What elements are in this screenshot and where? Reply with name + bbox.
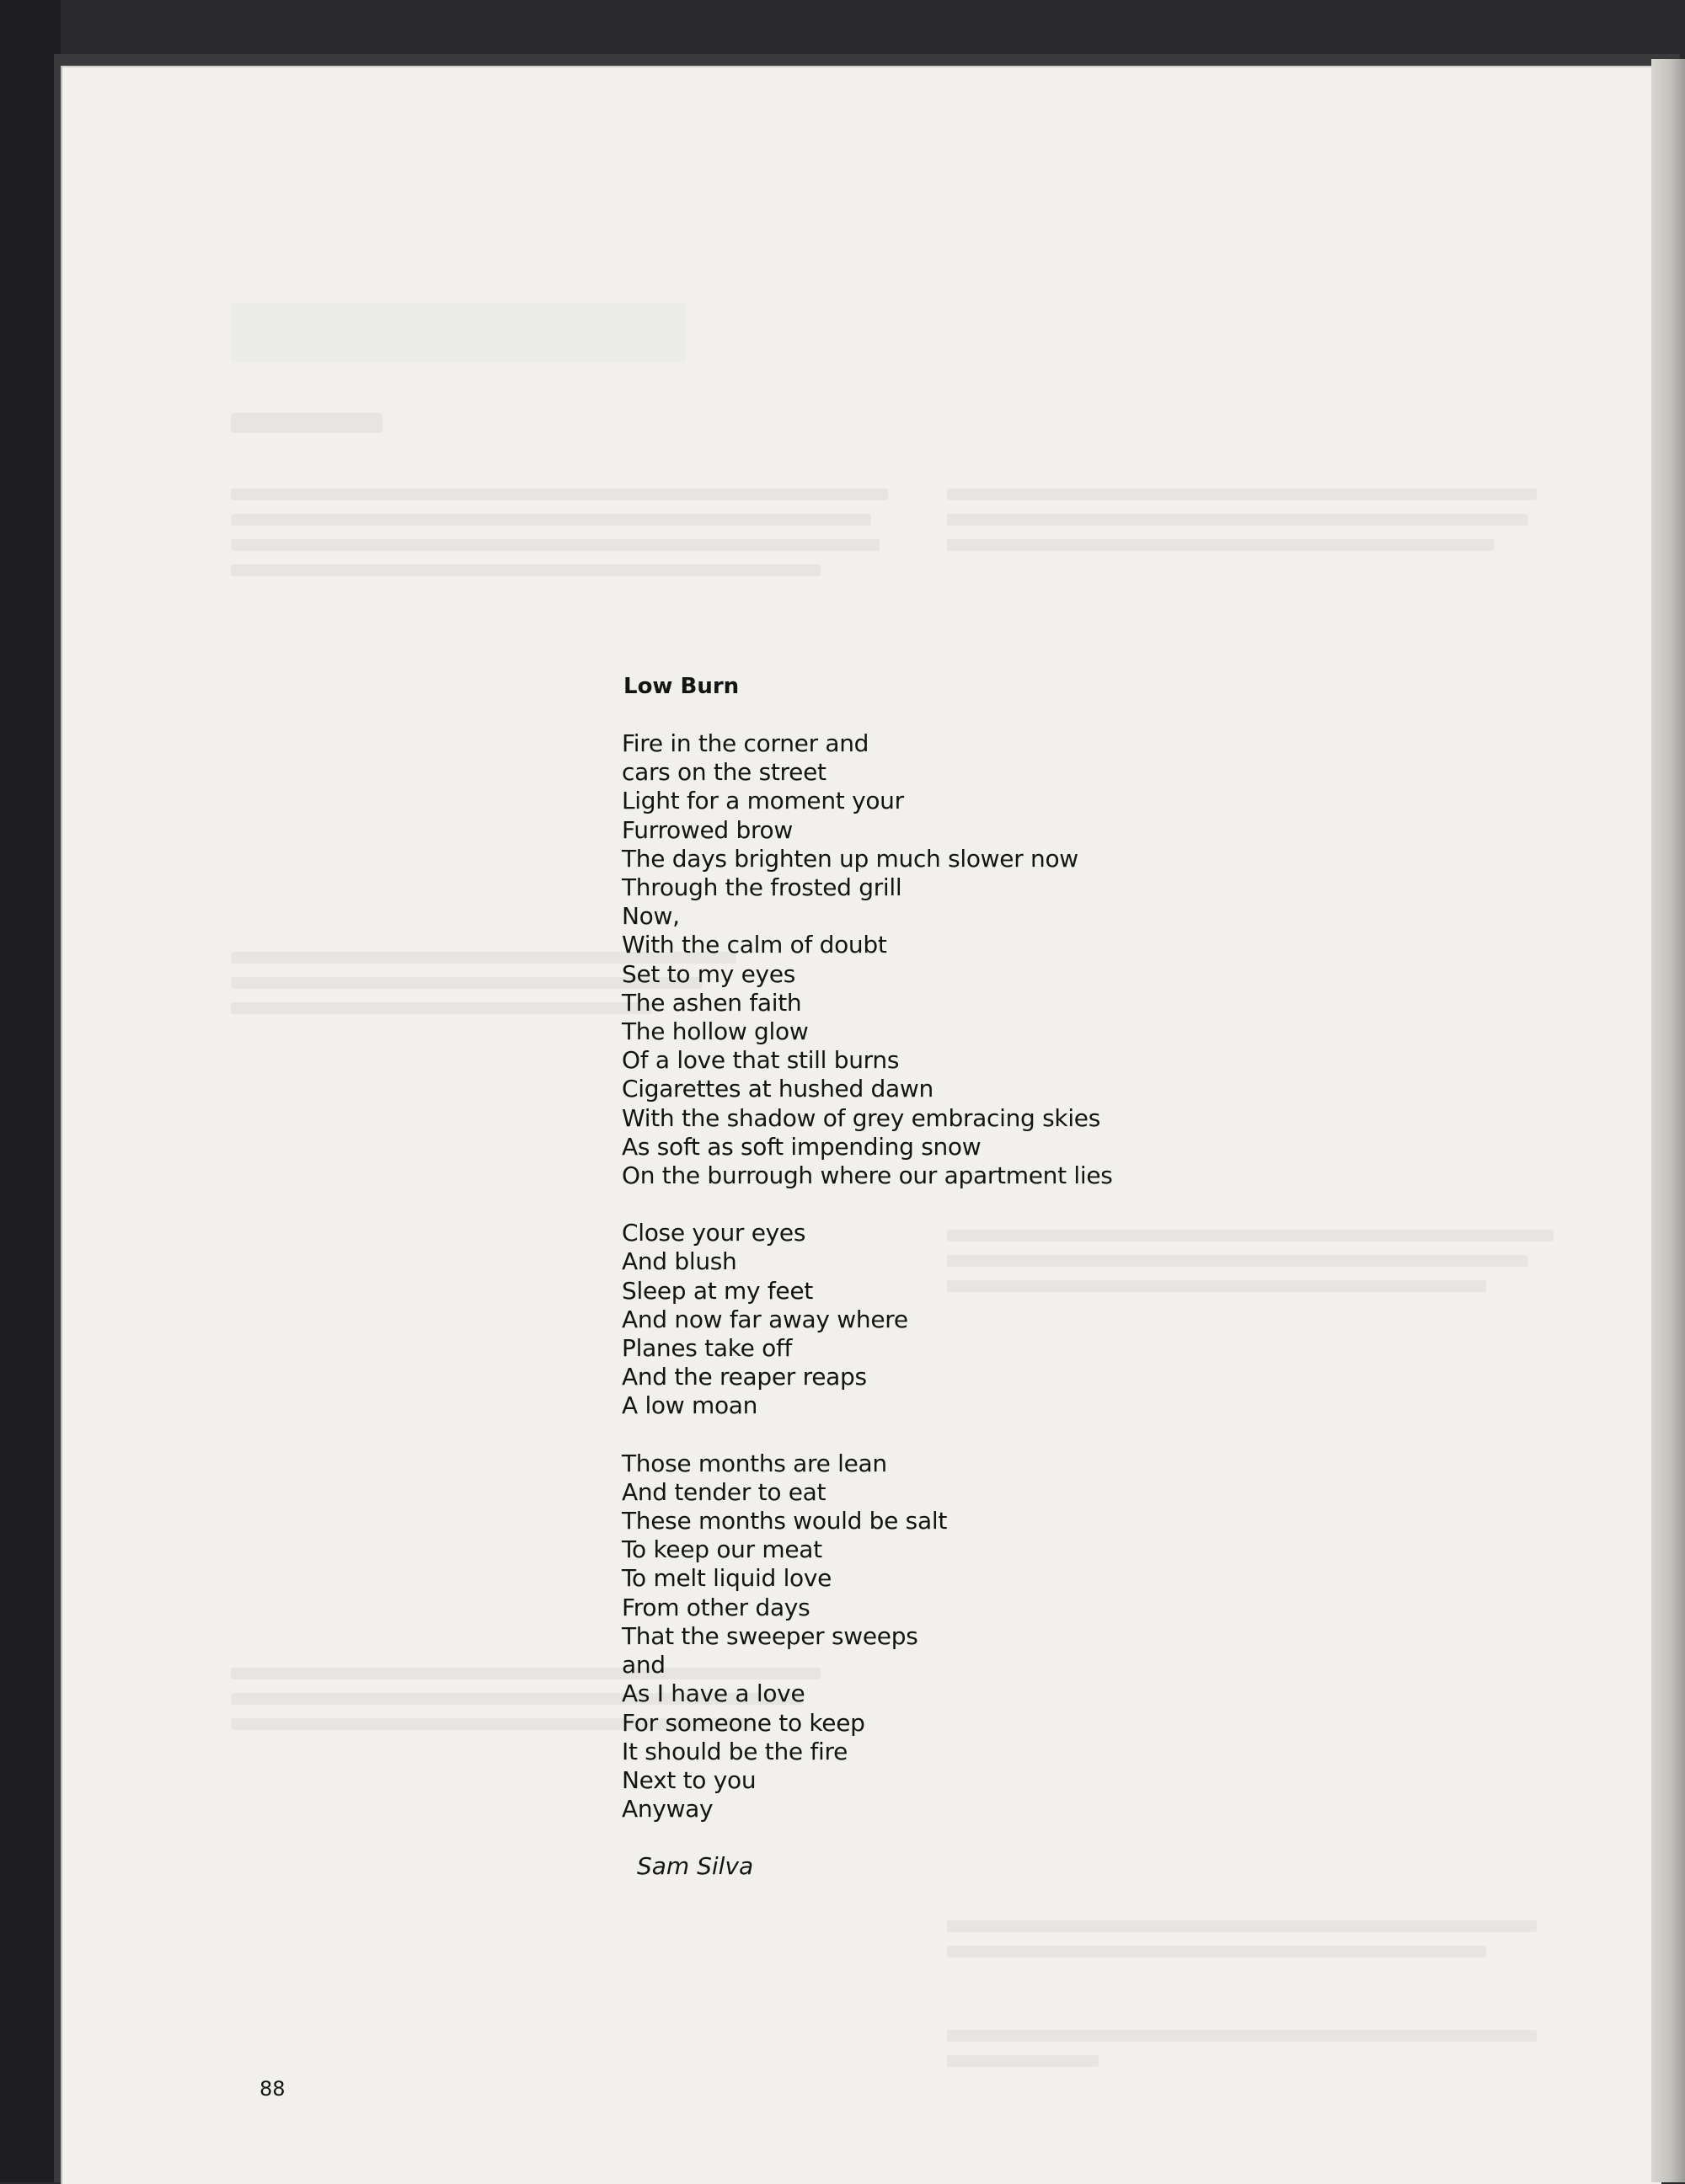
poem-line: The ashen faith (622, 988, 802, 1017)
poem-title: Low Burn (623, 674, 740, 699)
bleed-through-block (947, 2055, 1099, 2067)
poem-line: As soft as soft impending snow (622, 1132, 982, 1161)
page-number: 88 (259, 2077, 286, 2101)
poem-line: Light for a moment your (622, 787, 904, 815)
bleed-through-block (231, 413, 382, 433)
bleed-through-block (947, 539, 1495, 551)
bleed-through-block (231, 539, 880, 551)
poem-line: cars on the street (622, 758, 826, 787)
poem-author: Sam Silva (637, 1852, 754, 1881)
poem-line: These months would be salt (622, 1507, 947, 1535)
poem-line: With the shadow of grey embracing skies (622, 1103, 1101, 1132)
poem-line: Next to you (622, 1765, 757, 1794)
poem-line: That the sweeper sweeps (622, 1621, 918, 1650)
poem-line: To melt liquid love (622, 1564, 832, 1593)
poem-line: From other days (622, 1593, 810, 1621)
poem-line: Set to my eyes (622, 959, 796, 988)
poem-line: And tender to eat (622, 1477, 826, 1506)
poem-line: The days brighten up much slower now (622, 844, 1078, 873)
scan-background (0, 0, 61, 2182)
poem-line: With the calm of doubt (622, 931, 887, 959)
poem-line: Now, (622, 902, 680, 931)
poem-line: And blush (622, 1247, 737, 1276)
poem (622, 674, 1212, 1881)
bleed-through-block (947, 489, 1537, 500)
poem-line: Fire in the corner and (622, 729, 869, 757)
poem-line: As I have a love (622, 1679, 805, 1708)
poem-line: Planes take off (622, 1334, 793, 1363)
bleed-through-block (947, 1920, 1537, 1932)
poem-line: Of a love that still burns (622, 1046, 900, 1075)
bleed-through-block (231, 564, 821, 576)
poem-line: Sleep at my feet (622, 1276, 813, 1305)
poem-line: and (622, 1651, 666, 1679)
bleed-through-block (231, 514, 871, 526)
bleed-through-block (947, 2030, 1537, 2042)
poem-line: Through the frosted grill (622, 873, 902, 902)
poem-line: The hollow glow (622, 1017, 809, 1046)
poem-line: A low moan (622, 1391, 758, 1420)
stanza-3 (622, 1450, 1212, 1824)
bleed-through-block (231, 489, 888, 500)
bleed-through-block (947, 1946, 1486, 1957)
poem-line: On the burrough where our apartment lies (622, 1161, 1113, 1190)
poem-line: Furrowed brow (622, 815, 793, 844)
poem-line: Close your eyes (622, 1219, 806, 1247)
poem-line: And the reaper reaps (622, 1363, 867, 1391)
page-edge (1651, 59, 1685, 2182)
poem-line: Anyway (622, 1795, 714, 1824)
poem-line: It should be the fire (622, 1737, 848, 1765)
poem-line: Cigarettes at hushed dawn (622, 1075, 933, 1103)
bleed-through-block (231, 303, 686, 362)
stanza-2 (622, 1219, 1212, 1420)
poem-line: For someone to keep (622, 1708, 865, 1737)
bleed-through-block (231, 1002, 652, 1014)
stanza-1 (622, 729, 1212, 1190)
poem-line: Those months are lean (622, 1449, 887, 1477)
poem-line: And now far away where (622, 1305, 908, 1333)
bleed-through-block (947, 514, 1528, 526)
poem-line: To keep our meat (622, 1535, 822, 1564)
